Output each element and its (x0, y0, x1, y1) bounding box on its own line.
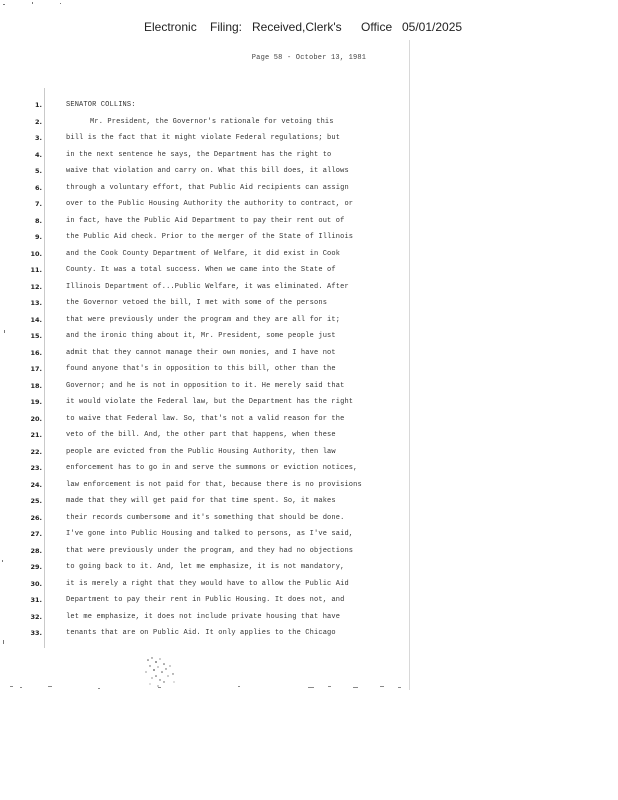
transcript-line (0, 394, 618, 410)
transcript-line (0, 510, 618, 526)
transcript-line (0, 180, 618, 196)
line-number: 14. (30, 315, 42, 324)
line-number: 11. (30, 266, 42, 274)
line-number: 21. (30, 431, 42, 439)
transcript-line (0, 477, 618, 493)
stamp-received: Received,Clerk's (252, 20, 342, 34)
stamp-date: 05/01/2025 (402, 20, 463, 34)
line-number: 27. (30, 530, 42, 538)
line-number: 12. (30, 282, 42, 291)
line-number: 24. (30, 480, 42, 489)
transcript-line (0, 163, 618, 179)
line-number: 1. (35, 101, 42, 109)
line-number: 23. (30, 464, 42, 472)
line-text: found anyone that's in opposition to this bill, other than the (66, 365, 336, 373)
scan-edge-noise (8, 680, 408, 694)
line-number: 15. (30, 332, 42, 340)
line-text: to going back to it. And, let me emphasize, it is not mandatory, (66, 563, 345, 571)
line-text: it would violate the Federal law, but the Department has the right (66, 398, 354, 406)
electronic-filing-stamp (0, 20, 618, 38)
line-text: that were previously under the program, and they had no objections (66, 546, 354, 555)
line-number: 9. (35, 233, 42, 241)
line-text: SENATOR COLLINS: (66, 101, 136, 109)
line-text: over to the Public Housing Authority the authority to contract, or (66, 200, 354, 208)
transcript-line (0, 114, 618, 130)
line-text: County. It was a total success. When we came into the State of (66, 266, 336, 274)
line-text: Governor; and he is not in opposition to it. He merely said that (66, 381, 345, 390)
line-text: people are evicted from the Public Housing Authority, then law (66, 447, 336, 456)
line-number: 6. (35, 183, 42, 192)
transcript-line (0, 295, 618, 311)
line-text: Illinois Department of...Public Welfare, it was eliminated. After (66, 282, 349, 291)
line-number: 25. (30, 497, 42, 505)
line-number: 17. (30, 365, 42, 373)
line-text: let me emphasize, it does not include private housing that have (66, 612, 341, 621)
line-text: made that they will get paid for that time spent. So, it makes (66, 497, 336, 505)
line-text: and the ironic thing about it, Mr. President, some people just (66, 332, 336, 340)
line-text: bill is the fact that it might violate Federal regulations; but (66, 134, 341, 142)
line-number: 33. (30, 629, 42, 637)
line-number: 29. (30, 563, 42, 571)
scan-speck (3, 4, 5, 5)
transcript-line (0, 411, 618, 427)
line-text: waive that violation and carry on. What this bill does, it allows (66, 167, 349, 175)
line-number: 32. (30, 612, 42, 621)
line-number: 5. (35, 167, 42, 175)
line-text: law enforcement is not paid for that, because there is no provisions (66, 480, 362, 489)
line-number: 28. (30, 546, 42, 555)
line-text: the Governor vetoed the bill, I met with some of the persons (66, 299, 328, 307)
line-number: 19. (30, 398, 42, 406)
line-number: 8. (35, 216, 42, 225)
line-number: 22. (30, 447, 42, 456)
line-text: I've gone into Public Housing and talked to persons, as I've said, (66, 530, 354, 538)
line-number: 31. (30, 596, 42, 604)
line-text: enforcement has to go in and serve the summons or eviction notices, (66, 464, 358, 472)
stamp-filing: Filing: (210, 20, 243, 34)
transcript-line (0, 543, 618, 559)
transcript-line (0, 460, 618, 476)
stamp-electronic: Electronic (144, 20, 197, 34)
line-number: 2. (35, 117, 42, 126)
line-text: it is merely a right that they would have to allow the Public Aid (66, 579, 349, 588)
transcript-line (0, 312, 618, 328)
line-number: 13. (30, 299, 42, 307)
line-number: 10. (30, 249, 42, 258)
transcript-line (0, 147, 618, 163)
line-number: 16. (30, 348, 42, 357)
line-number: 20. (30, 414, 42, 423)
transcript-line (0, 427, 618, 443)
scan-speck (4, 330, 5, 333)
page-header: Page 58 - October 13, 1981 (251, 54, 367, 62)
line-text: and the Cook County Department of Welfare, it did exist in Cook (66, 249, 341, 258)
transcript-line (0, 592, 618, 608)
transcript-line (0, 576, 618, 592)
line-number: 7. (35, 200, 42, 208)
scan-speck (3, 640, 4, 644)
line-text: that were previously under the program and they are all for it; (66, 315, 341, 324)
line-number: 18. (30, 381, 42, 390)
transcript-line (0, 361, 618, 377)
line-text: tenants that are on Public Aid. It only applies to the Chicago (66, 629, 336, 637)
line-text: admit that they cannot manage their own monies, and I have not (66, 348, 336, 357)
transcript-line (0, 559, 618, 575)
line-text: Mr. President, the Governor's rationale for vetoing this (90, 117, 334, 126)
line-text: their records cumbersome and it's something that should be done. (66, 513, 345, 522)
transcript-line (0, 493, 618, 509)
transcript-line (0, 196, 618, 212)
transcript-line (0, 625, 618, 641)
transcript-line (0, 444, 618, 460)
transcript-line (0, 279, 618, 295)
scan-speck (60, 3, 61, 4)
line-number: 30. (30, 579, 42, 588)
transcript-line (0, 526, 618, 542)
stamp-office: Office (361, 20, 393, 34)
line-text: Department to pay their rent in Public Housing. It does not, and (66, 596, 345, 604)
transcript-line (0, 246, 618, 262)
transcript-line (0, 130, 618, 146)
transcript-line (0, 229, 618, 245)
transcript-line (0, 609, 618, 625)
scan-speck (2, 560, 3, 562)
line-text: through a voluntary effort, that Public Aid recipients can assign (66, 183, 349, 192)
transcript-line (0, 328, 618, 344)
line-text: in the next sentence he says, the Department has the right to (66, 150, 332, 159)
transcript-line (0, 97, 618, 113)
line-text: in fact, have the Public Aid Department to pay their rent out of (66, 216, 345, 225)
transcript-line (0, 213, 618, 229)
line-text: veto of the bill. And, the other part that happens, when these (66, 431, 336, 439)
line-text: the Public Aid check. Prior to the merger of the State of Illinois (66, 233, 354, 241)
transcript-line (0, 262, 618, 278)
transcript-line (0, 378, 618, 394)
line-text: to waive that Federal law. So, that's not a valid reason for the (66, 414, 345, 423)
scan-speck (32, 2, 33, 4)
line-number: 3. (35, 134, 42, 142)
line-number: 26. (30, 513, 42, 522)
line-number: 4. (35, 150, 42, 159)
transcript-line (0, 345, 618, 361)
